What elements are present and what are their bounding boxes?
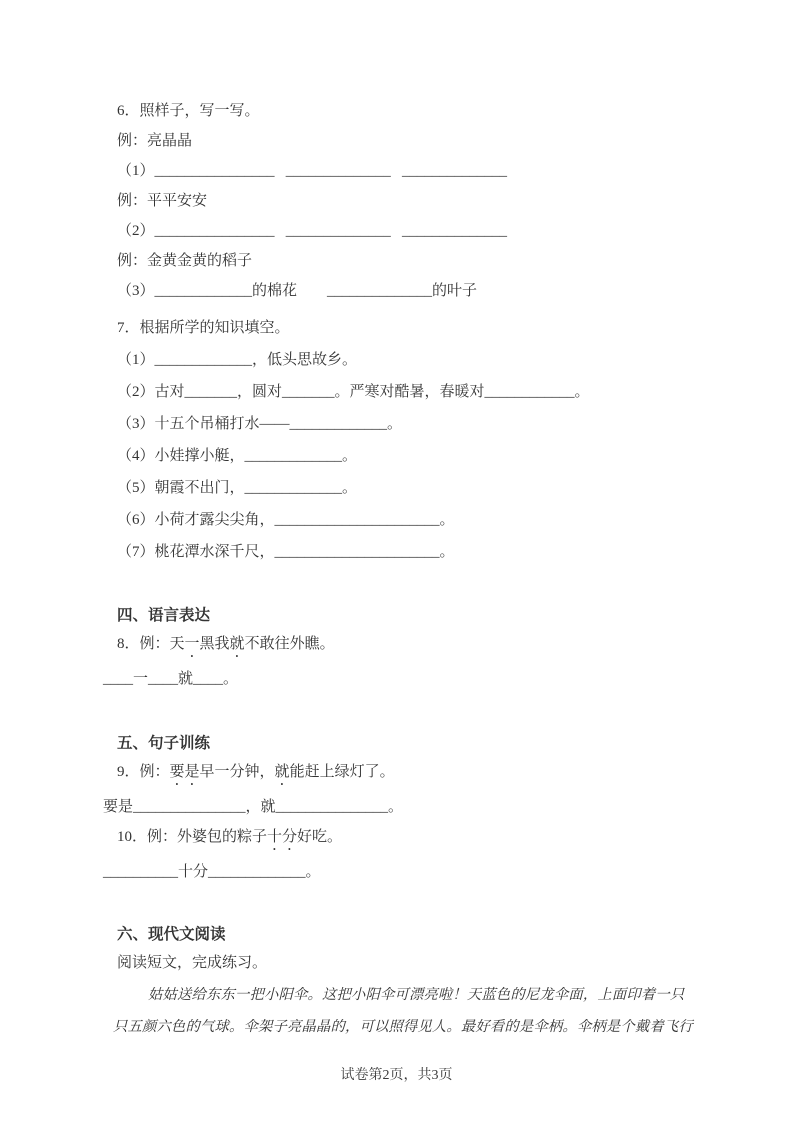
q7-item-7: （7）桃花潭水深千尺，______________________。	[117, 544, 455, 560]
q9-emphasized-char-2: 就	[274, 764, 290, 780]
section-4-language-expression	[103, 602, 753, 695]
q8-text-mid: 黑我	[199, 636, 230, 652]
passage-line-2: 只五颜六色的气球。伞架子亮晶晶的，可以照得见人。最好看的是伞柄。伞柄是个戴着飞行	[113, 1019, 693, 1035]
q8-example-sentence	[103, 630, 753, 661]
question-6	[103, 96, 753, 306]
q6-example-2: 例：平平安安	[117, 193, 208, 209]
q7-item-3: （3）十五个吊桶打水——_____________。	[117, 416, 403, 432]
q10-answer-blanks: __________十分_____________。	[103, 864, 321, 880]
q8-emphasized-char-2: 就	[229, 636, 245, 652]
q9-example-sentence	[103, 758, 753, 789]
q7-item-6: （6）小荷才露尖尖角，______________________。	[117, 512, 455, 528]
question-7	[103, 312, 753, 568]
q6-item-2-blanks: （2）________________ ______________ ______________	[117, 223, 508, 239]
q8-text-pre: 8．例：天	[117, 636, 185, 652]
reading-instruction: 阅读短文，完成练习。	[117, 955, 268, 971]
q10-example-sentence	[103, 823, 753, 854]
q9-answer-blanks: 要是_______________，就_______________。	[103, 799, 404, 815]
q7-title: 7．根据所学的知识填空。	[117, 320, 290, 336]
q7-item-2: （2）古对_______，圆对_______。严寒对酷暑，春暖对____________。	[117, 384, 590, 400]
q7-item-4: （4）小娃撑小艇，_____________。	[117, 448, 358, 464]
q8-answer-blanks: ____一____就____。	[103, 671, 239, 687]
q6-title: 6．照样子，写一写。	[117, 103, 260, 119]
q10-emphasized-chars: 十分	[267, 829, 298, 845]
section-6-modern-reading	[103, 921, 753, 1043]
page-footer: 试卷第2页，共3页	[340, 1068, 453, 1083]
section-6-heading: 六、现代文阅读	[117, 926, 226, 943]
q6-example-3: 例：金黄金黄的稻子	[117, 253, 253, 269]
q9-emphasized-chars-1: 要是	[169, 764, 200, 780]
q10-text-pre: 10．例：外婆包的粽子	[117, 829, 268, 845]
q7-item-1: （1）_____________，低头思故乡。	[117, 352, 358, 368]
section-5-sentence-training	[103, 730, 753, 888]
q6-item-3-blanks: （3）_____________的棉花 ______________的叶子	[117, 283, 478, 299]
q10-text-post: 好吃。	[297, 829, 343, 845]
q8-emphasized-char-1: 一	[184, 636, 200, 652]
section-5-heading: 五、句子训练	[117, 735, 211, 752]
section-4-heading: 四、语言表达	[117, 607, 211, 624]
q9-text-post: 能赶上绿灯了。	[289, 764, 395, 780]
q7-item-5: （5）朝霞不出门，_____________。	[117, 480, 358, 496]
q8-text-post: 不敢往外瞧。	[244, 636, 335, 652]
q6-example-1: 例：亮晶晶	[117, 133, 193, 149]
q6-item-1-blanks: （1）________________ ______________ ______________	[117, 163, 508, 179]
q9-text-pre: 9．例：	[117, 764, 170, 780]
passage-line-1: 姑姑送给东东一把小阳伞。这把小阳伞可漂亮啦！天蓝色的尼龙伞面，上面印着一只	[148, 987, 685, 1003]
q9-text-mid: 早一分钟，	[199, 764, 275, 780]
